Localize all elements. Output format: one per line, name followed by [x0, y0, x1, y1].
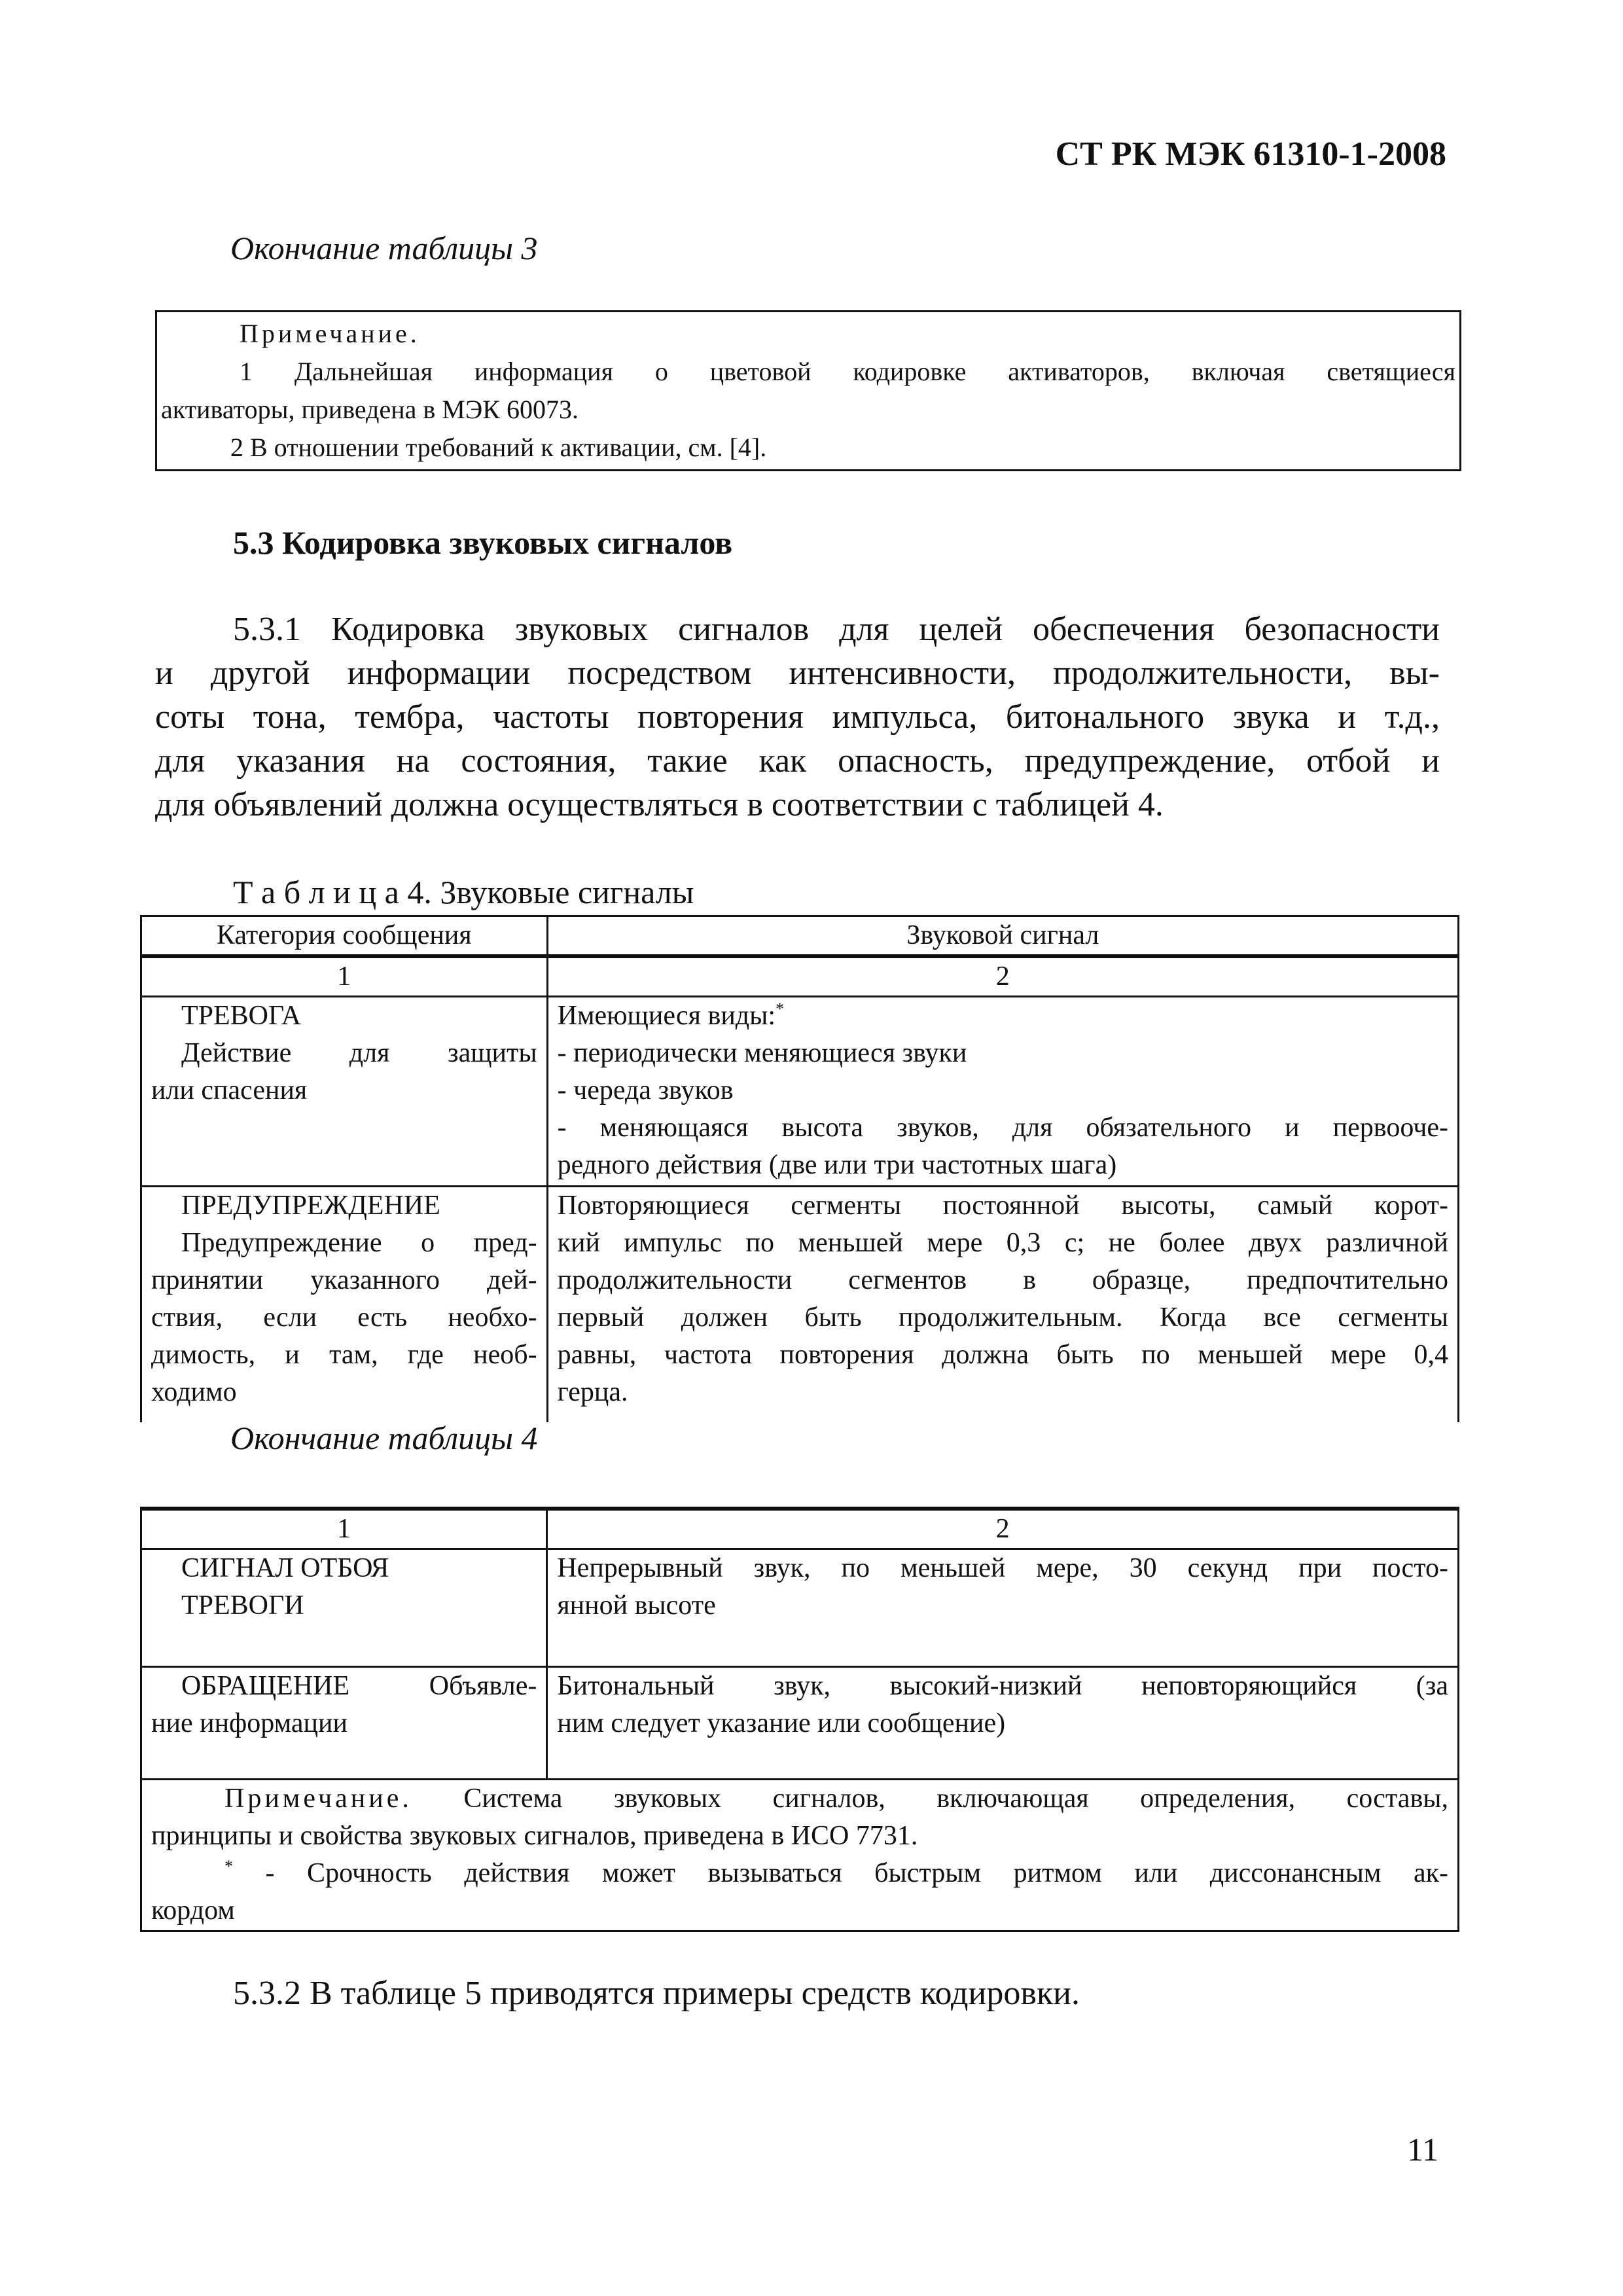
table4-caption-text: Звуковые сигналы — [431, 874, 694, 910]
table4-note-cell — [141, 1780, 1459, 1931]
table4-continuation-title: Окончание таблицы 4 — [230, 1420, 538, 1456]
table4-cell-signal — [547, 997, 1458, 1187]
category-line: димость, и там, где необ- — [151, 1340, 537, 1370]
paragraph-line: и другой информации посредством интенсивности, продолжительности, вы- — [155, 655, 1440, 692]
table4-header-category: Категория сообщения — [141, 916, 548, 957]
section-heading: 5.3 Кодировка звуковых сигналов — [233, 524, 733, 561]
signal-line: кий импульс по меньшей мере 0,3 с; не более двух различной — [557, 1228, 1448, 1258]
table-row — [141, 1549, 1459, 1667]
footnote-mark: * — [224, 1857, 233, 1876]
signal-line: Битональный звук, высокий-низкий неповторяющийся (за — [557, 1671, 1448, 1701]
table4-note-line — [151, 1780, 1448, 1818]
table4-note-text: Система звуковых сигналов, включающая определения, составы, — [412, 1784, 1448, 1814]
signal-line: - череда звуков — [557, 1075, 734, 1105]
category-line: или спасения — [151, 1075, 308, 1105]
table4-cell-signal — [547, 1187, 1458, 1422]
paragraph-5-3-1 — [155, 607, 1440, 827]
table4-header-signal: Звуковой сигнал — [547, 916, 1458, 957]
table3-note-heading: Примечание. — [240, 319, 420, 348]
category-line: ТРЕВОГИ — [181, 1590, 304, 1621]
paragraph-line: соты тона, тембра, частоты повторения импульса, битонального звука и т.д., — [155, 698, 1440, 736]
paragraph-line: 5.3.1 Кодировка звуковых сигналов для целей обеспечения безопасности — [233, 611, 1440, 648]
category-line: ние информации — [151, 1708, 348, 1738]
signal-line: янной высоте — [557, 1590, 716, 1621]
table4-footnote-text: - Срочность действия может вызываться быстрым ритмом или диссонансным ак- — [233, 1858, 1448, 1888]
signal-line: продолжительности сегментов в образце, предпочтительно — [557, 1265, 1448, 1295]
table4-caption-label: Т а б л и ц а 4. — [233, 874, 432, 910]
category-line: ОБРАЩЕНИЕ Объявле- — [181, 1671, 537, 1701]
table3-note-1b: активаторы, приведена в МЭК 60073. — [161, 395, 579, 424]
table3-note-1a: 1 Дальнейшая информация о цветовой кодировке активаторов, включая светящиеся — [240, 357, 1455, 386]
category-line: принятии указанного дей- — [151, 1265, 537, 1295]
table3-note-2: 2 В отношении требований к активации, см. [4]. — [230, 433, 767, 462]
table4-footnote-text-b: кордом — [151, 1895, 235, 1926]
table4-colnum-2: 2 — [547, 956, 1458, 997]
table4-cont-colnum-2: 2 — [547, 1509, 1459, 1549]
table4-continued — [140, 1507, 1459, 1932]
signal-line: - периодически меняющиеся звуки — [557, 1038, 967, 1068]
table4-footnote-line — [151, 1855, 1448, 1892]
page-number: 11 — [1407, 2131, 1439, 2168]
signal-line: редного действия (две или три частотных шага) — [557, 1150, 1117, 1180]
table4-note-heading: Примечание. — [224, 1784, 412, 1814]
signal-line: ним следует указание или сообщение) — [557, 1708, 1006, 1738]
table-row — [141, 997, 1459, 1187]
table-row — [141, 1667, 1459, 1780]
table4-cont-cell-category — [141, 1667, 547, 1780]
paragraph-line: для указания на состояния, такие как опасность, предупреждение, отбой и — [155, 742, 1440, 780]
signal-line: - меняющаяся высота звуков, для обязательного и первооче- — [557, 1113, 1448, 1143]
table4-cont-cell-signal — [547, 1667, 1459, 1780]
table3-note-box — [155, 310, 1461, 471]
category-line: ствия, если есть необхо- — [151, 1302, 537, 1333]
table4-note-text-b: принципы и свойства звуковых сигналов, приведена в ИСО 7731. — [151, 1821, 918, 1851]
signal-line: Непрерывный звук, по меньшей мере, 30 секунд при посто- — [557, 1553, 1448, 1583]
table4-cont-cell-category — [141, 1549, 547, 1667]
table-row — [141, 1187, 1459, 1422]
signal-line-text: Имеющиеся виды: — [557, 1001, 776, 1031]
signal-line: герца. — [557, 1377, 628, 1407]
table4-cell-category — [141, 1187, 548, 1422]
signal-line: Повторяющиеся сегменты постоянной высоты, самый корот- — [557, 1191, 1448, 1221]
table4-cont-colnum-1: 1 — [141, 1509, 547, 1549]
paragraph-line: для объявлений должна осуществляться в соответствии с таблицей 4. — [155, 786, 1164, 823]
paragraph-5-3-2: 5.3.2 В таблице 5 приводятся примеры средств кодировки. — [233, 1975, 1080, 2012]
category-title: ПРЕДУПРЕЖДЕНИЕ — [181, 1191, 440, 1221]
category-line: ходимо — [151, 1377, 237, 1407]
table4-cell-category — [141, 997, 548, 1187]
table-row — [141, 1780, 1459, 1931]
category-line: Действие для защиты — [181, 1038, 537, 1068]
table4-cont-cell-signal — [547, 1549, 1459, 1667]
table4-colnum-1: 1 — [141, 956, 548, 997]
signal-line: первый должен быть продолжительным. Когда все сегменты — [557, 1302, 1448, 1333]
category-title: ТРЕВОГА — [181, 1001, 302, 1031]
table4-caption — [233, 873, 694, 911]
signal-line — [558, 997, 1448, 1035]
category-line: СИГНАЛ ОТБОЯ — [181, 1553, 389, 1583]
document-code: СТ РК МЭК 61310-1-2008 — [1055, 135, 1446, 173]
footnote-mark: * — [776, 999, 785, 1018]
table3-continuation-title: Окончание таблицы 3 — [230, 230, 538, 266]
signal-line: равны, частота повторения должна быть по меньшей мере 0,4 — [557, 1340, 1448, 1370]
category-line: Предупреждение о пред- — [181, 1228, 537, 1258]
table4 — [140, 915, 1459, 1422]
